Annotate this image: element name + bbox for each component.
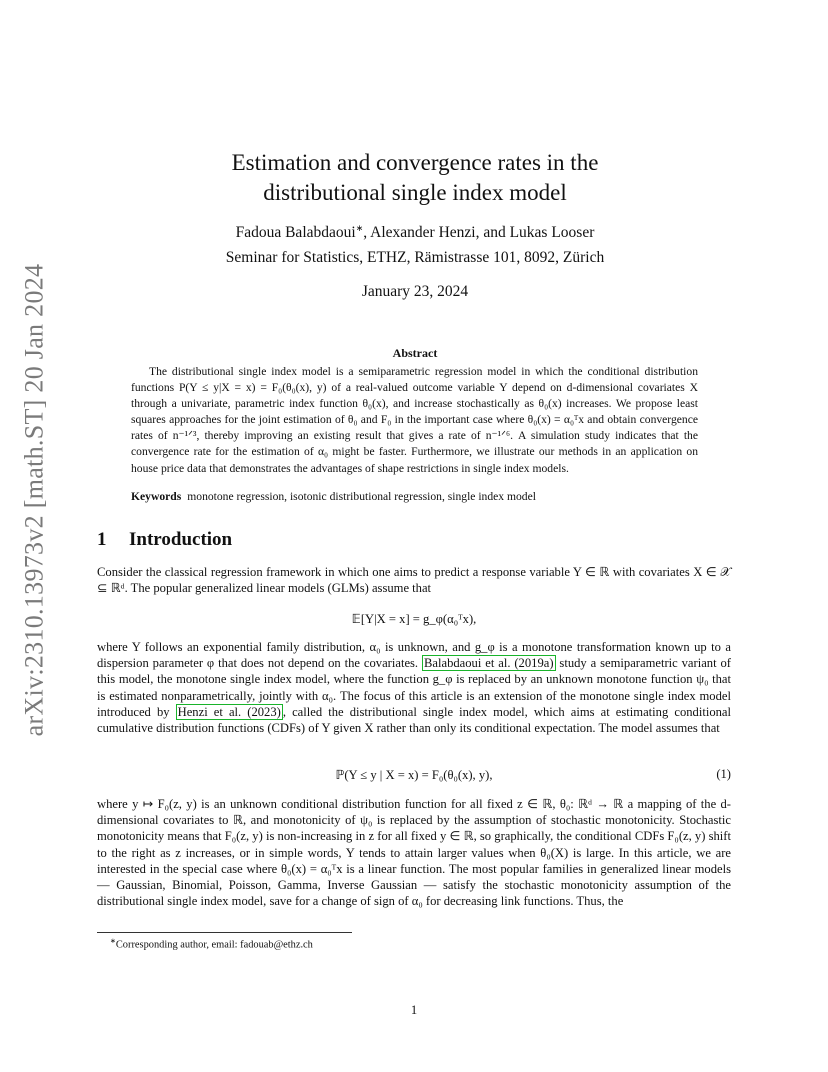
equation-glm: 𝔼[Y|X = x] = g_φ(α₀ᵀx), [351,612,477,626]
keywords-line [131,490,698,503]
abstract-text: The distributional single index model is a semiparametric regression model in which the conditional distribution functions P(Y ≤ y|X = x) = F₀(θ₀(x), y) of a real-valued outcome variable Y depend on d-dimensional covariates X through a univariate, parametric index function θ₀(x), and increase stochastically as θ₀(x) increases. We propose least squares approaches for the joint estimation of θ₀ and F₀ in the important case where θ₀(x) = α₀ᵀx and obtain convergence rates of n⁻¹ᐟ³, thereby improving an existing result that gives a rate of n⁻¹ᐟ⁶. A simulation study indicates that the convergence rate for the estimation of α₀ might be faster. Furthermore, we illustrate our methods in an application on house price data that demonstrates the advantages of shape restrictions in single index models. [131,365,698,475]
footnote-mark: ∗ [110,937,116,945]
section-title: Introduction [129,529,233,550]
page-number: 1 [410,1003,418,1017]
equation-number: (1) [716,767,731,781]
arxiv-identifier-text: arXiv:2310.13973v2 [math.ST] 20 Jan 2024 [19,263,49,737]
paragraph-2-part-1: where Y follows an exponential family distribution, α₀ is unknown, and g_φ is a monotone transformation known up to a dispersion parameter φ that does not depend on the covariates. [97,640,731,671]
keywords-label: Keywords [131,490,182,503]
paragraph-2-part-2: study a semiparametric variant of this model, the monotone single index model, where the function g_φ is replaced by an unknown monotone function ψ₀ that is estimated nonparametrically, jointly with α₀. The focus of this article is an extension of the monotone single index model introduced by [97,656,731,719]
footnote-text: Corresponding author, email: fadouab@ethz.ch [115,939,313,951]
footnote [110,937,313,950]
corresponding-author-mark: ∗ [355,223,364,233]
paragraph-2 [97,639,731,736]
title-line-2: distributional single index model [263,180,567,205]
section-heading [97,529,232,551]
citation-balabdaoui[interactable]: Balabdaoui et al. (2019a) [423,656,554,671]
citation-henzi[interactable]: Henzi et al. (2023) [177,704,281,719]
keywords-text: monotone regression, isotonic distributional regression, single index model [187,490,536,503]
paragraph-3: where y ↦ F₀(z, y) is an unknown conditional distribution function for all fixed z ∈ ℝ, θ₀: ℝᵈ → ℝ a mapping of the d-dimensional covariates to ℝ, and monotonicity of ψ₀ is replaced by the assumption of stochastic monotonicity. Stochastic monotonicity means that F₀(z, y) is non-increasing in z for all fixed y ∈ ℝ, so graphically, the conditional CDFs F₀(z, y) shift to the right as z increases, or in simple words, Y tends to attain larger values when θ₀(X) is large. In this article, we are interested in the special case where θ₀(x) = α₀ᵀx is a linear function. The most popular families in generalized linear models — Gaussian, Binomial, Poisson, Gamma, Inverse Gaussian — satisfy the stochastic monotonicity assumption of the distributional single index model, save for a change of sign of α₀ for decreasing link functions. Thus, the [97,797,731,909]
author-list [150,223,680,242]
title-line-1: Estimation and convergence rates in the [231,150,599,175]
section-number: 1 [97,529,107,550]
paragraph-2-part-3: , called the distributional single index model, which aims at estimating conditional cumulative distribution functions (CDFs) of Y given X rather than only its conditional expectation. The model assumes that [97,704,732,736]
footnote-divider [97,932,352,933]
author-1: Fadoua Balabdaoui [235,224,356,242]
arxiv-identifier-stamp [10,200,58,800]
publication-date: January 23, 2024 [361,283,469,300]
paragraph-1: Consider the classical regression framework in which one aims to predict a response variable Y ∈ ℝ with covariates X ∈ 𝒳 ⊆ ℝᵈ. The popular generalized linear models (GLMs) assume that [97,565,731,596]
equation-model: ℙ(Y ≤ y | X = x) = F₀(θ₀(x), y), [335,768,493,782]
abstract-heading: Abstract [392,346,438,360]
paper-title [150,148,680,208]
affiliation: Seminar for Statistics, ETHZ, Rämistrasse 101, 8092, Zürich [225,249,605,266]
other-authors: , Alexander Henzi, and Lukas Looser [363,224,595,242]
